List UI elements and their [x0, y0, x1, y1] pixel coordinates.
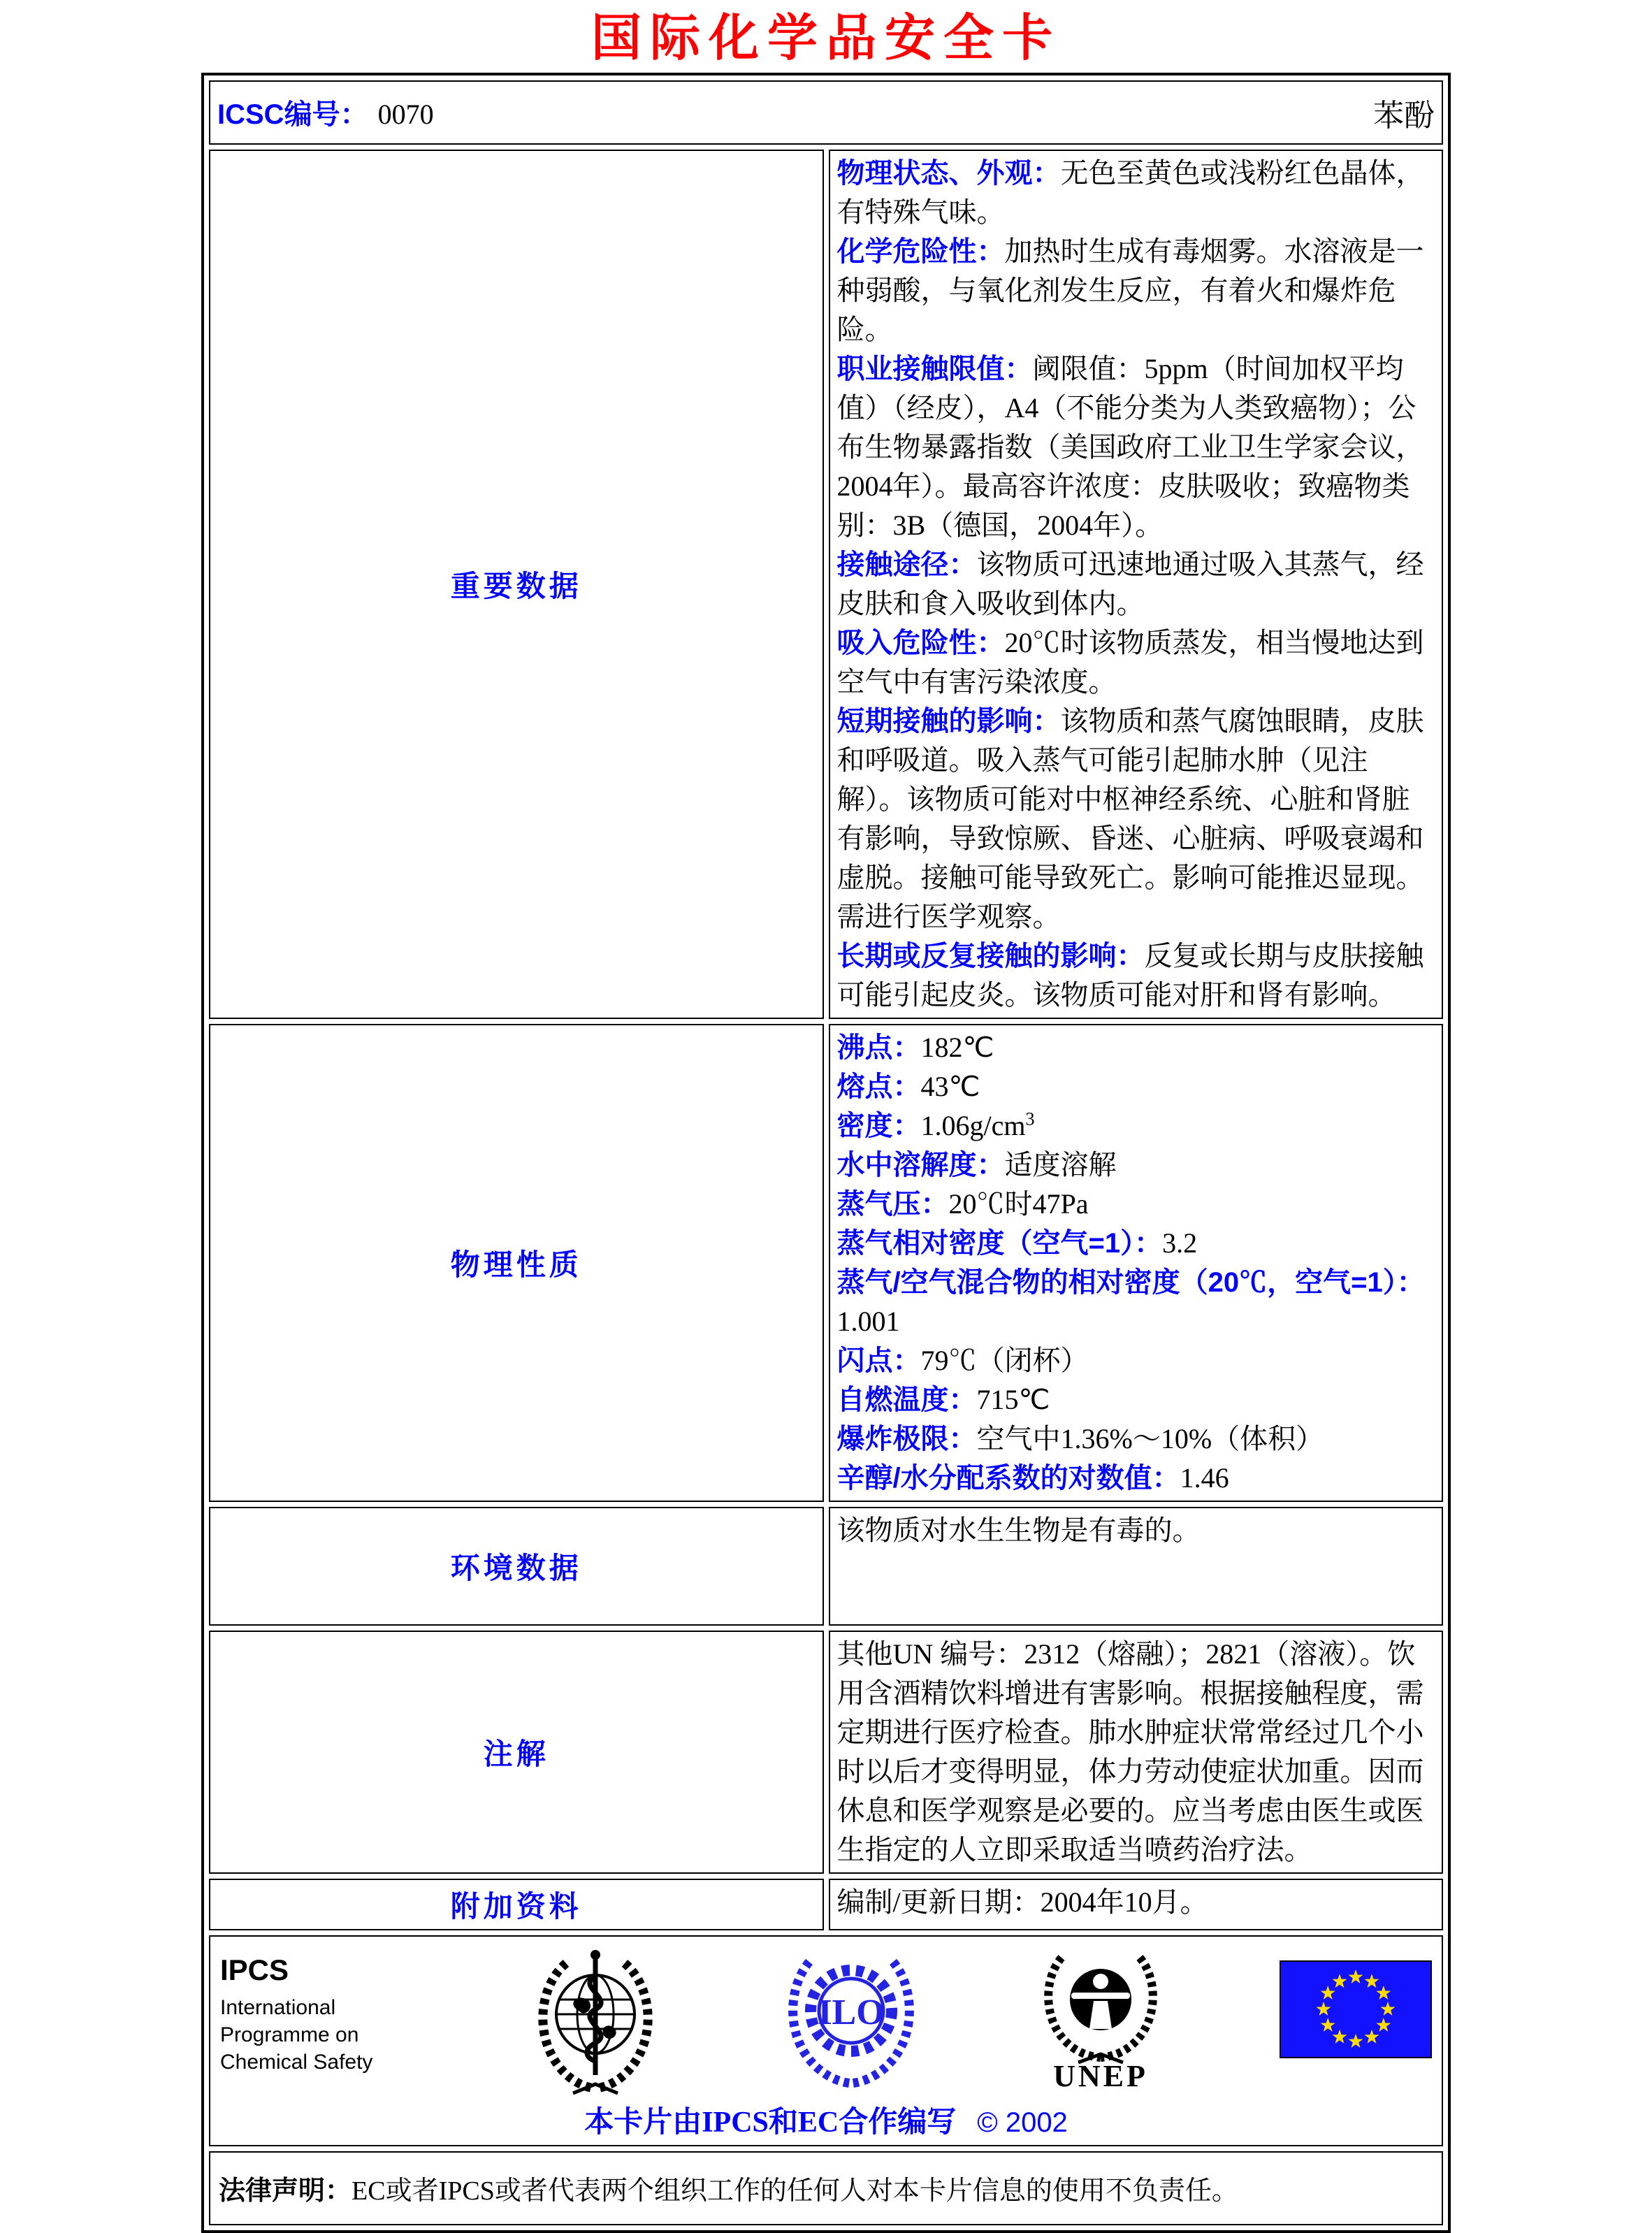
table-row-physical-properties [209, 1024, 1443, 1502]
table-row-logos [209, 1935, 1443, 2146]
field-label: 爆炸极限： [836, 1423, 977, 1454]
field-value: 79℃（闭杯） [920, 1344, 1089, 1376]
field-text: 该物质和蒸气腐蚀眼睛，皮肤和呼吸道。吸入蒸气可能引起肺水肿（见注解）。该物质可能对中枢神经系统、心脏和肾脏有影响，导致惊厥、昏迷、心脏病、呼吸衰竭和虚脱。接触可能导致死亡。影响可能推迟显现。需进行医学观察。 [836, 704, 1424, 932]
physical-property-item [837, 1106, 1434, 1146]
field-value: 1.06g/cm [920, 1109, 1026, 1141]
legal-notice-text: EC或者IPCS或者代表两个组织工作的任何人对本卡片信息的使用不负责任。 [352, 2176, 1238, 2206]
ipcs-subtitle-line: Programme on [220, 2023, 359, 2046]
field-value: 182℃ [920, 1031, 994, 1063]
legal-notice-label: 法律声明： [219, 2176, 352, 2206]
field-label: 接触途径： [836, 549, 977, 580]
field-label: 职业接触限值： [836, 353, 1033, 384]
physical-property-item [837, 1459, 1434, 1498]
field-label: 沸点： [836, 1032, 921, 1063]
field-value: 1.001 [836, 1305, 900, 1337]
field-label: 水中溶解度： [836, 1149, 1005, 1180]
important-data-item [837, 232, 1434, 349]
icsc-number-group [217, 92, 434, 132]
eu-flag-wrapper [1280, 1942, 1432, 2062]
field-value: 43℃ [920, 1070, 980, 1102]
important-data-item [837, 349, 1434, 545]
important-data-item [837, 545, 1434, 623]
row-label-environmental-data: 环境数据 [209, 1507, 824, 1626]
field-value: 3.2 [1162, 1227, 1198, 1259]
table-row-legal [209, 2151, 1443, 2225]
credit-line [220, 2099, 1432, 2141]
field-text: 加热时生成有毒烟雾。水溶液是一种弱酸，与氧化剂发生反应，有着火和爆炸危险。 [836, 235, 1424, 345]
important-data-content [829, 150, 1444, 1019]
field-label: 吸入危险性： [836, 627, 1005, 658]
field-label: 蒸气相对密度（空气=1）： [836, 1227, 1163, 1259]
icsc-card-table [201, 73, 1451, 2233]
field-text: 20℃时该物质蒸发，相当慢地达到空气中有害污染浓度。 [836, 626, 1424, 698]
field-label: 辛醇/水分配系数的对数值： [836, 1462, 1180, 1494]
field-label: 密度： [836, 1110, 921, 1141]
chemical-name: 苯酚 [1373, 98, 1435, 133]
field-label: 闪点： [836, 1345, 921, 1376]
row-label-physical-properties: 物理性质 [209, 1024, 824, 1502]
legal-notice-cell [209, 2151, 1443, 2225]
physical-property-item [837, 1028, 1434, 1067]
table-row-important-data [209, 150, 1443, 1019]
unep-logo-letters: UNEP [1052, 2058, 1148, 2090]
field-label: 短期接触的影响： [836, 705, 1061, 737]
table-row-additional-info [209, 1879, 1443, 1930]
field-value: 20℃时47Pa [948, 1187, 1089, 1220]
additional-info-content: 编制/更新日期：2004年10月。 [829, 1879, 1444, 1930]
physical-property-item [837, 1380, 1434, 1419]
icsc-document-page [0, 10, 1652, 2233]
environmental-data-content: 该物质对水生生物是有毒的。 [829, 1507, 1444, 1626]
copyright-text: © 2002 [977, 2106, 1068, 2138]
field-value-superscript: 3 [1025, 1108, 1035, 1129]
field-label: 自燃温度： [836, 1384, 977, 1415]
ipcs-text-block [220, 1942, 409, 2076]
field-value: 1.46 [1180, 1461, 1229, 1494]
row-label-additional-info: 附加资料 [209, 1879, 824, 1930]
physical-property-item [837, 1067, 1434, 1106]
field-label: 蒸气压： [836, 1188, 949, 1220]
field-label: 蒸气/空气混合物的相对密度（20℃，空气=1）： [836, 1266, 1425, 1298]
important-data-item [837, 702, 1434, 937]
field-value: 空气中1.36%～10%（体积） [976, 1422, 1324, 1454]
field-label: 长期或反复接触的影响： [836, 940, 1145, 971]
physical-property-item [837, 1341, 1434, 1380]
important-data-item [837, 623, 1434, 702]
physical-property-item [837, 1185, 1434, 1224]
page-title: 国际化学品安全卡 [590, 10, 1061, 66]
ilo-logo [781, 1942, 921, 2090]
card-header-cell [209, 80, 1443, 145]
field-text: 该物质可迅速地通过吸入其蒸气，经皮肤和食入吸收到体内。 [836, 548, 1424, 619]
table-row-environmental-data [209, 1507, 1443, 1626]
important-data-item [837, 154, 1434, 232]
field-value: 适度溶解 [1004, 1148, 1117, 1180]
notes-content: 其他UN 编号：2312（熔融）；2821（溶液）。饮用含酒精饮料增进有害影响。根据接触程度，需定期进行医疗检查。肺水肿症状常常经过几个小时以后才变得明显，体力劳动使症状加重。因而休息和医学观察是必要的。应当考虑由医生或医生指定的人立即采取适当喷药治疗法。 [829, 1631, 1444, 1874]
ipcs-subtitle-line: Chemical Safety [220, 2050, 373, 2074]
physical-property-item [837, 1224, 1434, 1263]
field-text: 反复或长期与皮肤接触可能引起皮炎。该物质可能对肝和肾有影响。 [836, 939, 1424, 1011]
important-data-item [837, 937, 1434, 1015]
ipcs-acronym: IPCS [220, 1953, 289, 1986]
eu-flag [1280, 1960, 1432, 2058]
field-label: 化学危险性： [836, 236, 1005, 267]
row-label-important-data: 重要数据 [209, 150, 824, 1019]
logos-cell [209, 1935, 1443, 2146]
unep-logo [1038, 1942, 1164, 2090]
field-label: 熔点： [836, 1071, 921, 1102]
table-row-header [209, 80, 1443, 145]
ilo-logo-letters: ILO [818, 1992, 885, 2032]
row-label-notes: 注解 [209, 1631, 824, 1874]
icsc-number-value: 0070 [377, 99, 434, 131]
field-label: 物理状态、外观： [836, 157, 1061, 189]
field-text: 无色至黄色或浅粉红色晶体，有特殊气味。 [836, 157, 1424, 228]
icsc-number-label: ICSC编号： [217, 99, 368, 131]
ipcs-subtitle-line: International [220, 1995, 336, 2019]
physical-property-item [837, 1419, 1434, 1459]
physical-property-item [837, 1146, 1434, 1185]
table-row-notes [209, 1631, 1443, 1874]
who-logo [526, 1942, 665, 2095]
field-text: 阈限值：5ppm（时间加权平均值）（经皮），A4（不能分类为人类致癌物）；公布生物暴露指数（美国政府工业卫生学家会议，2004年）。最高容许浓度：皮肤吸收；致癌物类别：3B（德国，2004年）。 [836, 352, 1424, 541]
credit-text: 本卡片由IPCS和EC合作编写 [584, 2106, 957, 2139]
physical-property-item [837, 1263, 1434, 1341]
physical-properties-content [829, 1024, 1444, 1502]
field-value: 715℃ [976, 1383, 1050, 1415]
